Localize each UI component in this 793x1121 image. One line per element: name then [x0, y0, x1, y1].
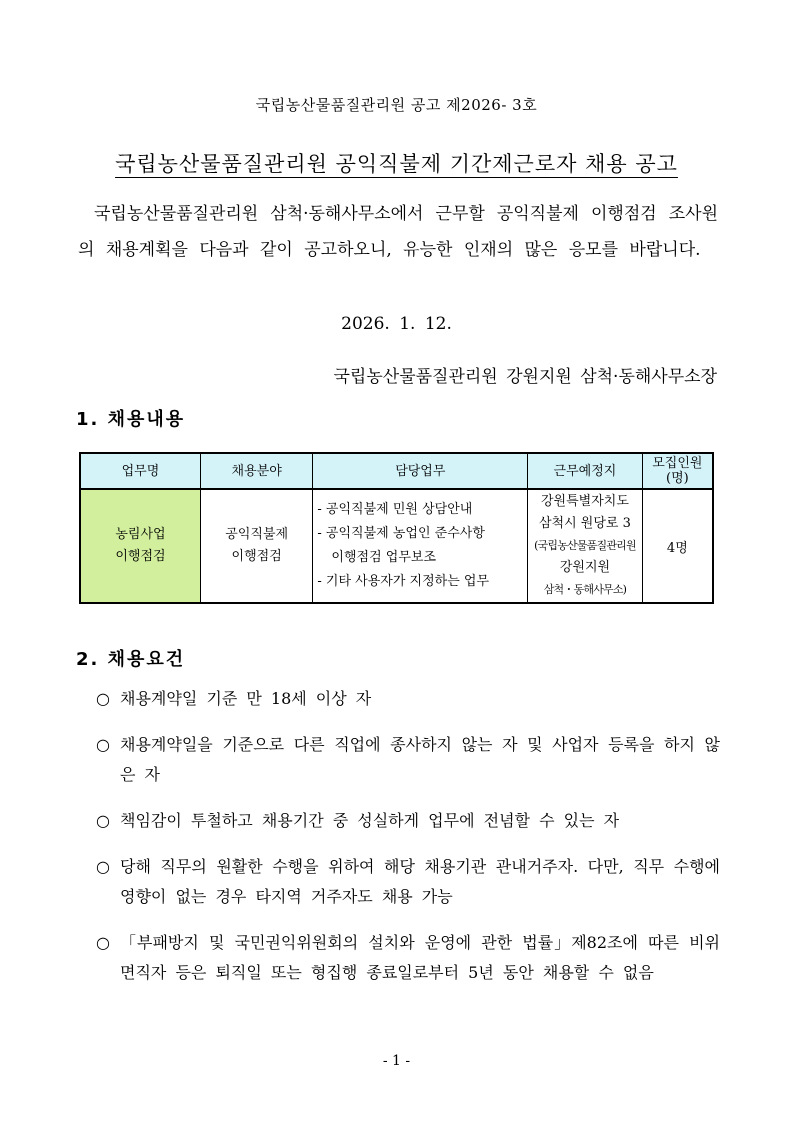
cell-count: 4명 — [642, 489, 713, 603]
workplace-line: 삼척시 원당로 3 — [539, 516, 631, 531]
duty-item-continued: 이행점검 업무보조 — [331, 550, 437, 565]
circle-bullet-icon: ○ — [96, 811, 110, 830]
table-header-row — [80, 453, 713, 489]
list-item — [96, 806, 720, 836]
header-count — [642, 453, 713, 489]
circle-bullet-icon: ○ — [96, 933, 110, 952]
header-count-line2: (명) — [666, 471, 689, 486]
cell-duties — [313, 489, 528, 603]
cell-job-name — [80, 489, 200, 603]
list-item — [96, 852, 720, 912]
requirements-list — [96, 684, 720, 1004]
job-name-line2: 이행점검 — [115, 549, 166, 564]
header-category: 채용분야 — [200, 453, 312, 489]
requirement-text: 책임감이 투철하고 채용기간 중 성실하게 업무에 전념할 수 있는 자 — [120, 811, 620, 830]
circle-bullet-icon: ○ — [96, 689, 110, 708]
duty-item: - 공익직불제 민원 상담안내 — [317, 502, 473, 517]
category-line1: 공익직불제 — [225, 527, 289, 542]
duty-item: - 기타 사용자가 지정하는 업무 — [317, 574, 490, 589]
page-number: - 1 - — [382, 1053, 411, 1069]
requirement-text: 채용계약일을 기준으로 다른 직업에 종사하지 않는 자 및 사업자 등록을 하지 않은 자 — [120, 735, 720, 784]
job-name-line1: 농림사업 — [115, 527, 166, 542]
header-workplace: 근무예정지 — [528, 453, 643, 489]
recruitment-table — [79, 452, 714, 604]
requirement-text: 채용계약일 기준 만 18세 이상 자 — [120, 689, 372, 708]
header-count-line1: 모집인원 — [652, 456, 703, 471]
table-row — [80, 489, 713, 603]
list-item — [96, 684, 720, 714]
section-title-recruitment: 1. 채용내용 — [76, 409, 186, 430]
category-line2: 이행점검 — [231, 549, 282, 564]
document-title — [0, 148, 793, 178]
list-item — [96, 928, 720, 988]
list-item — [96, 730, 720, 790]
header-duties: 담당업무 — [313, 453, 528, 489]
workplace-line: 강원지원 — [559, 560, 611, 575]
section-title-requirements: 2. 채용요건 — [76, 649, 186, 670]
notice-number: 국립농산물품질관리원 공고 제2026- 3호 — [255, 96, 538, 114]
header-job-name: 업무명 — [80, 453, 200, 489]
circle-bullet-icon: ○ — [96, 735, 110, 754]
cell-workplace — [528, 489, 643, 603]
intro-paragraph: 국립농산물품질관리원 삼척·동해사무소에서 근무할 공익직불제 이행점검 조사원의 채용계획을 다음과 같이 공고하오니, 유능한 인재의 많은 응모를 바랍니다. — [78, 204, 718, 260]
signer: 국립농산물품질관리원 강원지원 삼척·동해사무소장 — [333, 367, 717, 387]
requirement-text: 「부패방지 및 국민권익위원회의 설치와 운영에 관한 법률」제82조에 따른 비위면직자 등은 퇴직일 또는 형집행 종료일로부터 5년 동안 채용할 수 없음 — [120, 933, 720, 982]
cell-category — [200, 489, 312, 603]
notice-date: 2026. 1. 12. — [341, 314, 452, 334]
workplace-line: 삼척・동해사무소) — [543, 583, 627, 596]
requirement-text: 당해 직무의 원활한 수행을 위하여 해당 채용기관 관내거주자. 다만, 직무 수행에 영향이 없는 경우 타지역 거주자도 채용 가능 — [120, 857, 720, 906]
workplace-line: 강원특별자치도 — [541, 494, 629, 509]
duty-item: - 공익직불제 농업인 준수사항 — [317, 526, 485, 541]
document-title-text: 국립농산물품질관리원 공익직불제 기간제근로자 채용 공고 — [115, 152, 678, 176]
workplace-line: (국립농산물품질관리원 — [534, 539, 636, 552]
circle-bullet-icon: ○ — [96, 857, 110, 876]
